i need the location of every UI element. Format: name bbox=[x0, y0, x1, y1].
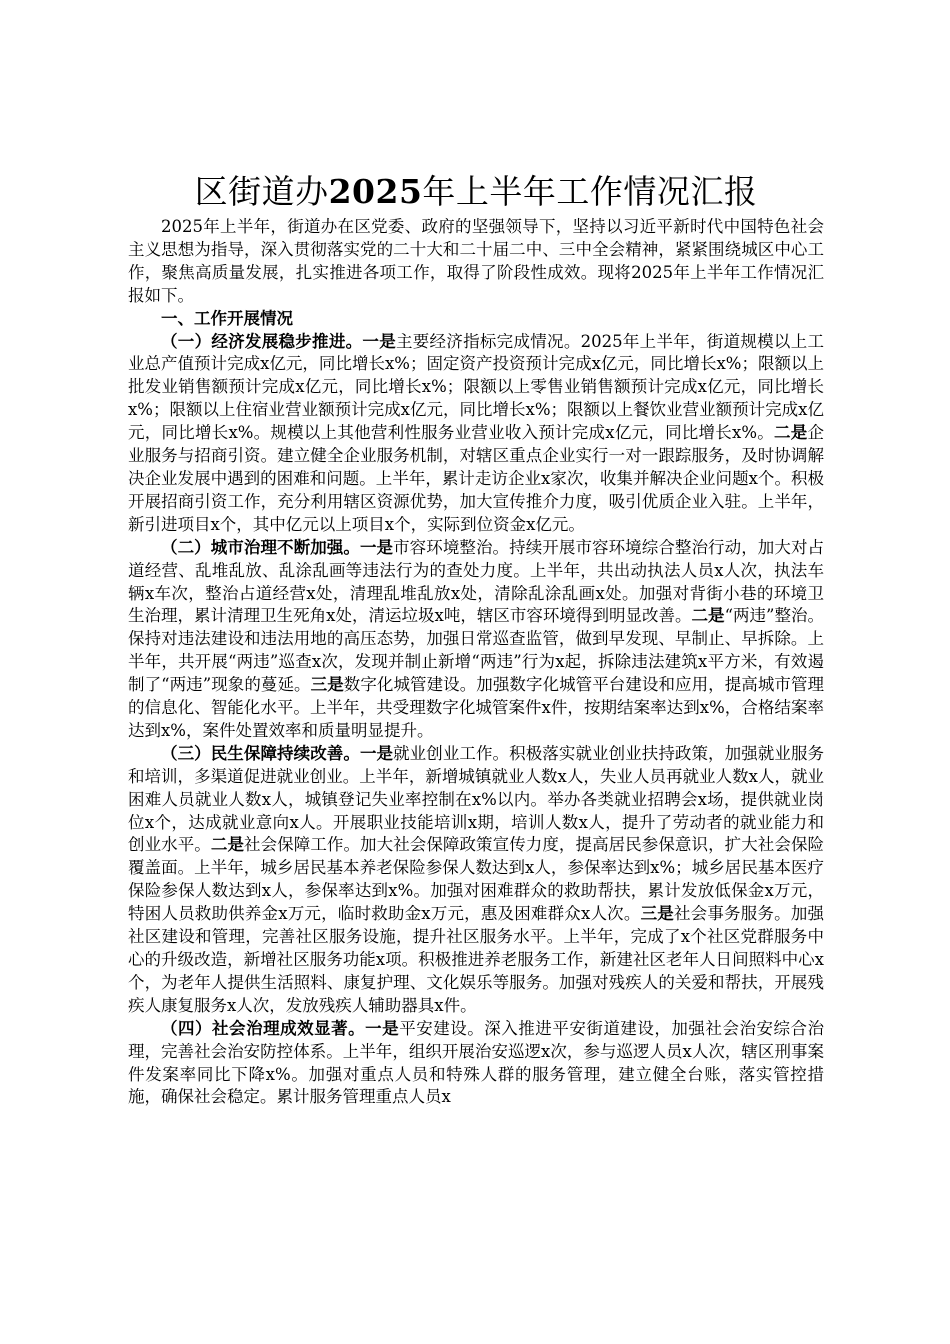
text-segment: 社会保障工作。加大社会保障政策宣传力度，提高居民参保意识，扩大社会保险覆盖面。上半年，城乡居民基本养老保险参保人数达到x人，参保率达到x%；城乡居民基本医疗保险参保人数达到x人，参保率达到x%。加强对困难群众的救助帮扶，累计发放低保金x万元，特困人员救助供养金x万元，临时救助金x万元，惠及困难群众x人次。 bbox=[128, 835, 825, 924]
marker-first: 一是 bbox=[359, 537, 394, 557]
paragraph-economy bbox=[128, 331, 824, 537]
text-segment: 企业服务与招商引资。建立健全企业服务机制，对辖区重点企业实行一对一跟踪服务，及时协调解决企业发展中遇到的困难和问题。上半年，累计走访企业x家次，收集并解决企业问题x个。积极开展招商引资工作，充分利用辖区资源优势，加大宣传推介力度，吸引优质企业入驻。上半年，新引进项目x个，其中亿元以上项目x个，实际到位资金x亿元。 bbox=[128, 423, 825, 534]
text-segment: 社会事务服务。加强社区建设和管理，完善社区服务设施，提升社区服务水平。上半年，完成了x个社区党群服务中心的升级改造，新增社区服务功能x项。积极推进养老服务工作，新建社区老年人日间照料中心x个，为老年人提供生活照料、康复护理、文化娱乐等服务。加强对残疾人的关爱和帮扶，开展残疾人康复服务x人次，发放残疾人辅助器具x件。 bbox=[128, 904, 825, 1015]
subheading-livelihood: （三）民生保障持续改善。 bbox=[161, 743, 360, 763]
text-segment: 数字化城管建设。加强数字化城管平台建设和应用，提高城市管理的信息化、智能化水平。上半年，共受理数字化城管案件x件，按期结案率达到x%，合格结案率达到x%，案件处置效率和质量明显提升。 bbox=[128, 675, 824, 740]
title-prefix: 区街道办 bbox=[194, 172, 329, 211]
document-page bbox=[128, 170, 824, 1109]
subheading-social-governance: （四）社会治理成效显著。 bbox=[161, 1018, 366, 1038]
paragraph-social-governance bbox=[128, 1018, 824, 1110]
text-segment: “两违”整治。保持对违法建设和违法用地的高压态势，加强日常巡查监管，做到早发现、早制止、早拆除。上半年，共开展“两违”巡查x次，发现并制止新增“两违”行为x起，拆除违法建筑x平方米，有效遏制了“两违”现象的蔓延。 bbox=[128, 606, 825, 695]
document-title bbox=[128, 170, 824, 214]
title-year: 2025 bbox=[328, 172, 423, 211]
section-heading: 一、工作开展情况 bbox=[161, 308, 293, 328]
subheading-urban-governance: （二）城市治理不断加强。 bbox=[161, 537, 360, 557]
marker-second: 二是 bbox=[774, 423, 808, 443]
marker-first: 一是 bbox=[362, 331, 396, 351]
subheading-economy: （一）经济发展稳步推进。 bbox=[161, 331, 363, 351]
marker-first: 一是 bbox=[359, 743, 394, 763]
text-segment: 市容环境整治。持续开展市容环境综合整治行动，加大对占道经营、乱堆乱放、乱涂乱画等违法行为的查处力度。上半年，共出动执法人员x人次，执法车辆x车次，整治占道经营x处，清理乱堆乱放x处，清除乱涂乱画x处。加强对背街小巷的环境卫生治理，累计清理卫生死角x处，清运垃圾x吨，辖区市容环境得到明显改善。 bbox=[128, 537, 825, 626]
intro-paragraph: 2025年上半年，街道办在区党委、政府的坚强领导下，坚持以习近平新时代中国特色社会主义思想为指导，深入贯彻落实党的二十大和二十届二中、三中全会精神，紧紧围绕城区中心工作，聚焦高质量发展，扎实推进各项工作，取得了阶段性成效。现将2025年上半年工作情况汇报如下。 bbox=[128, 217, 824, 305]
marker-second: 二是 bbox=[691, 606, 725, 626]
marker-third: 三是 bbox=[310, 675, 344, 695]
text-segment: 主要经济指标完成情况。2025年上半年，街道规模以上工业总产值预计完成x亿元，同比增长x%；固定资产投资预计完成x亿元，同比增长x%；限额以上批发业销售额预计完成x亿元，同比增长x%；限额以上零售业销售额预计完成x亿元，同比增长x%；限额以上住宿业营业额预计完成x亿元，同比增长x%；限额以上餐饮业营业额预计完成x亿元，同比增长x%。规模以上其他营利性服务业营业收入预计完成x亿元，同比增长x%。 bbox=[128, 331, 825, 443]
text-segment: 就业创业工作。积极落实就业创业扶持政策，加强就业服务和培训，多渠道促进就业创业。上半年，新增城镇就业人数x人，失业人员再就业人数x人，就业困难人员就业人数x人，城镇登记失业率控制在x%以内。举办各类就业招聘会x场，提供就业岗位x个，达成就业意向x人。开展职业技能培训x期，培训人数x人，提升了劳动者的就业能力和创业水平。 bbox=[128, 743, 825, 855]
marker-second: 二是 bbox=[210, 835, 245, 855]
marker-third: 三是 bbox=[640, 904, 674, 924]
paragraph-urban-governance bbox=[128, 537, 824, 743]
title-suffix: 年上半年工作情况汇报 bbox=[422, 172, 758, 211]
text-segment: 平安建设。深入推进平安街道建设，加强社会治安综合治理，完善社会治安防控体系。上半年，组织开展治安巡逻x次，参与巡逻人员x人次，辖区刑事案件发案率同比下降x%。加强对重点人员和特殊人群的服务管理，建立健全台账，落实管控措施，确保社会稳定。累计服务管理重点人员x bbox=[128, 1018, 825, 1107]
paragraph-livelihood bbox=[128, 743, 824, 1018]
marker-first: 一是 bbox=[365, 1018, 400, 1038]
